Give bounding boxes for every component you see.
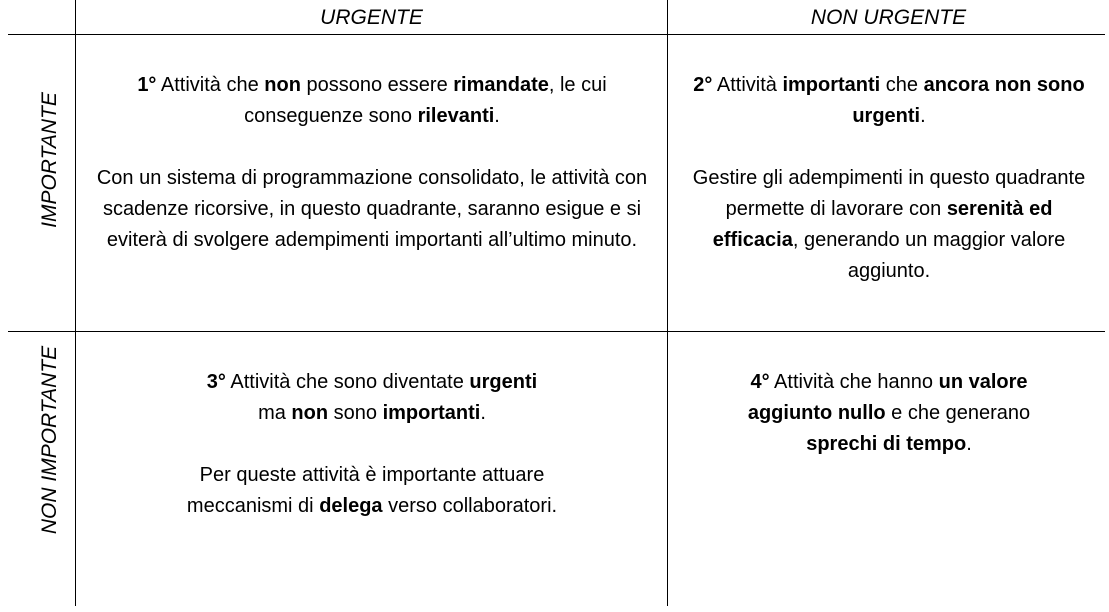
- text-run: verso collaboratori.: [382, 495, 558, 517]
- text-run: .: [494, 105, 500, 127]
- quadrant-1-heading: [92, 70, 652, 132]
- text-run: Attività che sono diventate: [225, 371, 470, 393]
- bold-text-run: 3°: [206, 371, 226, 393]
- bold-text-run: rimandate: [453, 74, 549, 96]
- text-run: Attività che: [156, 74, 265, 96]
- quadrant-4: [684, 367, 1094, 460]
- text-run: possono essere: [300, 74, 454, 96]
- quadrant-2-heading: [684, 70, 1094, 132]
- quadrant-2-description: [684, 163, 1094, 287]
- bold-text-run: importanti: [382, 402, 481, 424]
- text-run: meccanismi di: [186, 495, 320, 517]
- quadrant-column-separator-line: [667, 0, 668, 606]
- bold-text-run: un valore: [938, 371, 1028, 393]
- row-header-important: IMPORTANTE: [38, 92, 61, 228]
- text-run: sono: [328, 402, 383, 424]
- row-header-not-important: NON IMPORTANTE: [38, 345, 61, 535]
- text-run: che: [880, 74, 924, 96]
- bold-text-run: ancora non sono urgenti: [852, 74, 1085, 127]
- text-run: Attività: [712, 74, 783, 96]
- bold-text-run: aggiunto nullo: [747, 402, 886, 424]
- row-separator-line: [8, 331, 1105, 332]
- text-run: e che generano: [885, 402, 1031, 424]
- bold-text-run: urgenti: [469, 371, 538, 393]
- text-run: , generando un maggior valore aggiunto.: [792, 229, 1066, 282]
- quadrant-1-description: [92, 163, 652, 256]
- column-header-not-urgent: NON URGENTE: [810, 6, 967, 29]
- label-column-separator-line: [75, 0, 76, 606]
- header-separator-line: [8, 34, 1105, 35]
- text-run: .: [480, 402, 486, 424]
- bold-text-run: 1°: [137, 74, 157, 96]
- text-run: Attività che hanno: [769, 371, 939, 393]
- text-run: .: [966, 433, 972, 455]
- bold-text-run: non: [264, 74, 301, 96]
- bold-text-run: importanti: [782, 74, 881, 96]
- quadrant-1: [92, 70, 652, 256]
- bold-text-run: sprechi di tempo: [806, 433, 967, 455]
- quadrant-3-heading: [92, 367, 652, 429]
- bold-text-run: serenità ed efficacia: [712, 198, 1053, 251]
- text-run: ma: [258, 402, 292, 424]
- column-header-urgent: URGENTE: [320, 6, 423, 29]
- text-run: Con un sistema di programmazione consolidato, le attività con scadenze ricorsive, in questo quadrante, saranno esigue e si eviterà di svolgere adempimenti importanti all’ultimo minuto.: [96, 167, 648, 251]
- text-run: Per queste attività è importante attuare: [199, 464, 545, 486]
- bold-text-run: rilevanti: [417, 105, 495, 127]
- text-run: Gestire gli adempimenti in questo quadrante permette di lavorare con: [692, 167, 1086, 220]
- bold-text-run: non: [291, 402, 329, 424]
- text-run: , le cui conseguenze sono: [244, 74, 607, 127]
- bold-text-run: 4°: [750, 371, 770, 393]
- bold-text-run: delega: [319, 495, 383, 517]
- quadrant-2: [684, 70, 1094, 287]
- quadrant-4-heading: [684, 367, 1094, 460]
- text-run: .: [920, 105, 926, 127]
- quadrant-3-description: [92, 460, 652, 522]
- bold-text-run: 2°: [693, 74, 713, 96]
- quadrant-3: [92, 367, 652, 522]
